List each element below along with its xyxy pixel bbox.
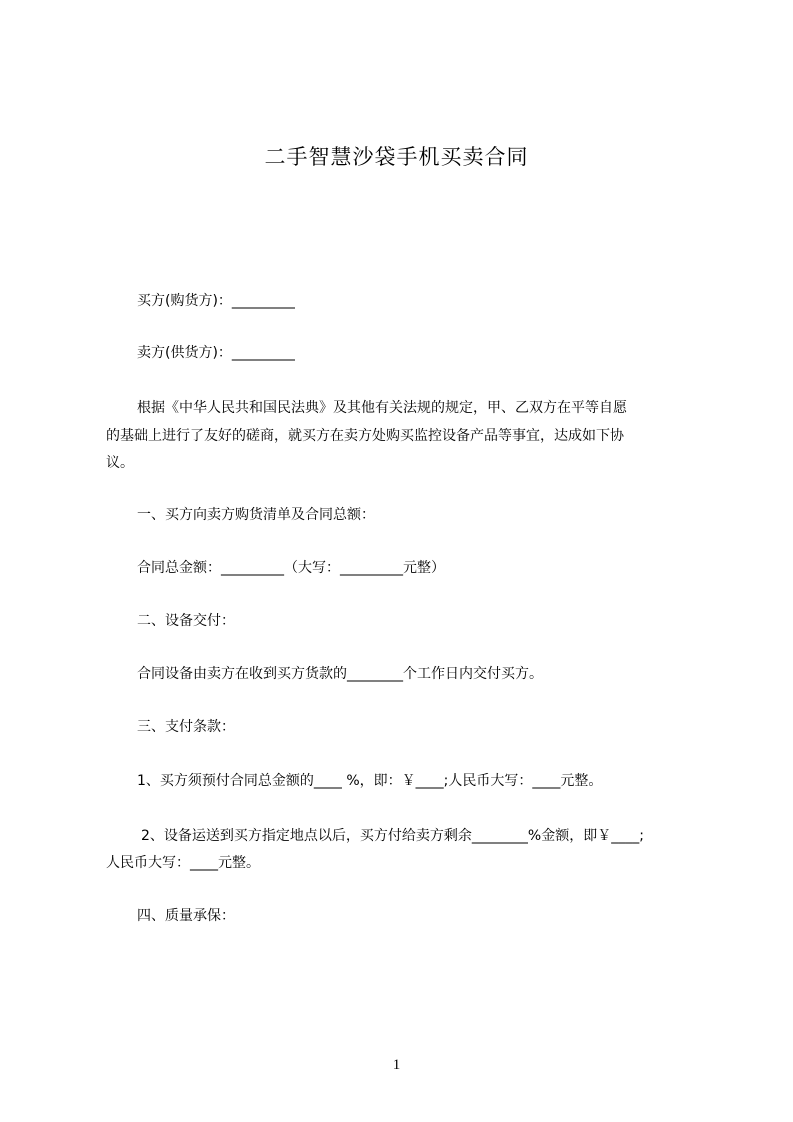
section-2-heading: 二、设备交付： [137,613,235,629]
payment-clause-2-line-2: 人民币大写：____元整。 [106,855,260,871]
intro-paragraph-line-3: 议。 [106,455,134,471]
section-4-heading: 四、质量承保： [137,908,235,924]
payment-clause-2-line-1: 2、设备运送到买方指定地点以后，买方付给卖方剩余________%金额，即￥____; [141,828,644,844]
intro-paragraph-line-1: 根据《中华人民共和国民法典》及其他有关法规的规定，甲、乙双方在平等自愿 [137,400,627,416]
delivery-clause: 合同设备由卖方在收到买方货款的________个工作日内交付买方。 [137,666,543,682]
buyer-line: 买方(购货方)：_________ [137,293,295,309]
document-title: 二手智慧沙袋手机买卖合同 [264,145,529,169]
seller-line: 卖方(供货方)：_________ [137,345,295,361]
section-3-heading: 三、支付条款： [137,719,235,735]
section-1-heading: 一、买方向卖方购货清单及合同总额： [137,507,375,523]
total-amount-line: 合同总金额：_________（大写：_________元整） [137,560,445,576]
payment-clause-1: 1、买方须预付合同总金额的____ %，即：￥____;人民币大写：____元整。 [137,773,603,789]
page-number: 1 [392,1057,401,1073]
intro-paragraph-line-2: 的基础上进行了友好的磋商，就买方在卖方处购买监控设备产品等事宜，达成如下协 [106,428,624,444]
